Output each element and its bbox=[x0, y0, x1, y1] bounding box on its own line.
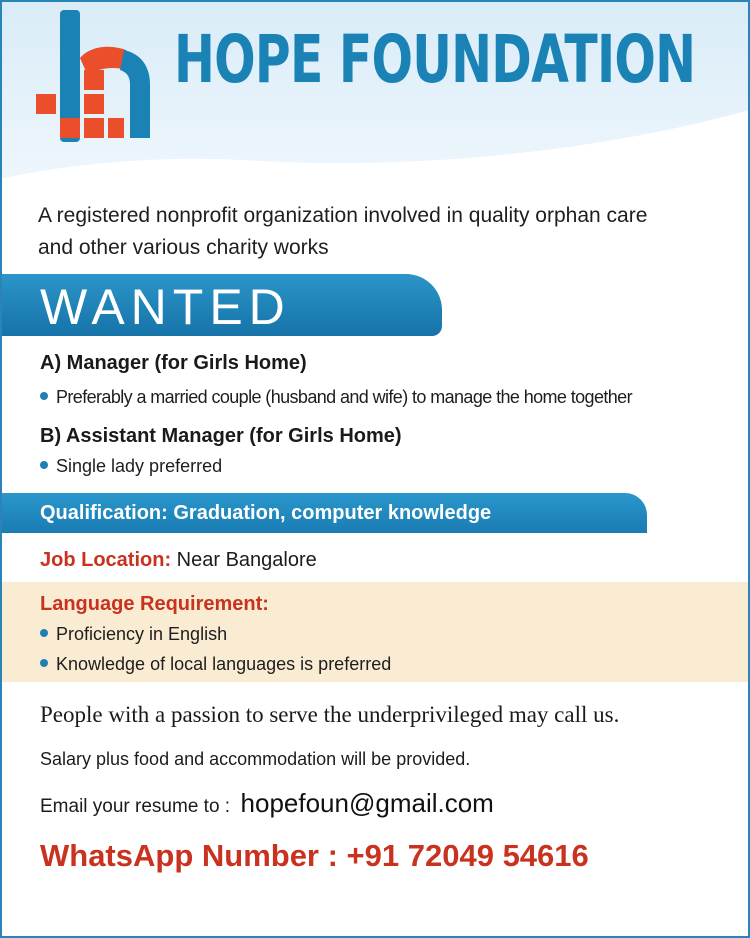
language-item-english bbox=[40, 621, 227, 647]
role-bullet-text: Single lady preferred bbox=[56, 456, 223, 476]
role-bullet-text: Preferably a married couple (husband and wife) to manage the home together bbox=[56, 387, 632, 407]
whatsapp-number[interactable]: WhatsApp Number : +91 72049 54616 bbox=[40, 838, 589, 873]
wanted-heading: WANTED bbox=[40, 279, 291, 335]
blue-dot-bullet-icon bbox=[40, 392, 48, 400]
tagline-line-1: A registered nonprofit organization involved in quality orphan care bbox=[38, 204, 648, 227]
role-bullet-assistant-manager bbox=[40, 453, 222, 479]
job-location-value: Near Bangalore bbox=[176, 549, 317, 571]
language-requirement-title: Language Requirement: bbox=[40, 593, 269, 615]
language-item-text: Proficiency in English bbox=[56, 624, 228, 644]
blue-dot-bullet-icon bbox=[40, 629, 48, 637]
blue-dot-bullet-icon bbox=[40, 461, 48, 469]
language-item-local bbox=[40, 651, 391, 677]
role-title-assistant-manager: B) Assistant Manager (for Girls Home) bbox=[40, 425, 402, 447]
passion-statement: People with a passion to serve the underprivileged may call us. bbox=[40, 702, 620, 727]
job-location-line bbox=[40, 546, 317, 574]
language-item-text: Knowledge of local languages is preferred bbox=[56, 654, 392, 674]
email-line bbox=[40, 788, 494, 819]
qualification-line bbox=[40, 499, 491, 527]
tagline bbox=[38, 200, 738, 264]
salary-statement: Salary plus food and accommodation will be provided. bbox=[40, 749, 471, 769]
role-bullet-manager bbox=[40, 384, 632, 410]
qualification-label: Qualification: bbox=[40, 502, 168, 524]
blue-dot-bullet-icon bbox=[40, 659, 48, 667]
organization-title: HOPE FOUNDATION bbox=[174, 21, 696, 98]
email-label: Email your resume to : bbox=[40, 796, 231, 817]
qualification-value: Graduation, computer knowledge bbox=[173, 502, 492, 524]
job-location-label: Job Location: bbox=[40, 549, 172, 571]
hope-foundation-logo-icon bbox=[30, 10, 160, 142]
role-title-manager: A) Manager (for Girls Home) bbox=[40, 352, 307, 374]
email-address-link[interactable]: hopefoun@gmail.com bbox=[240, 788, 494, 818]
tagline-line-2: and other various charity works bbox=[38, 236, 329, 259]
